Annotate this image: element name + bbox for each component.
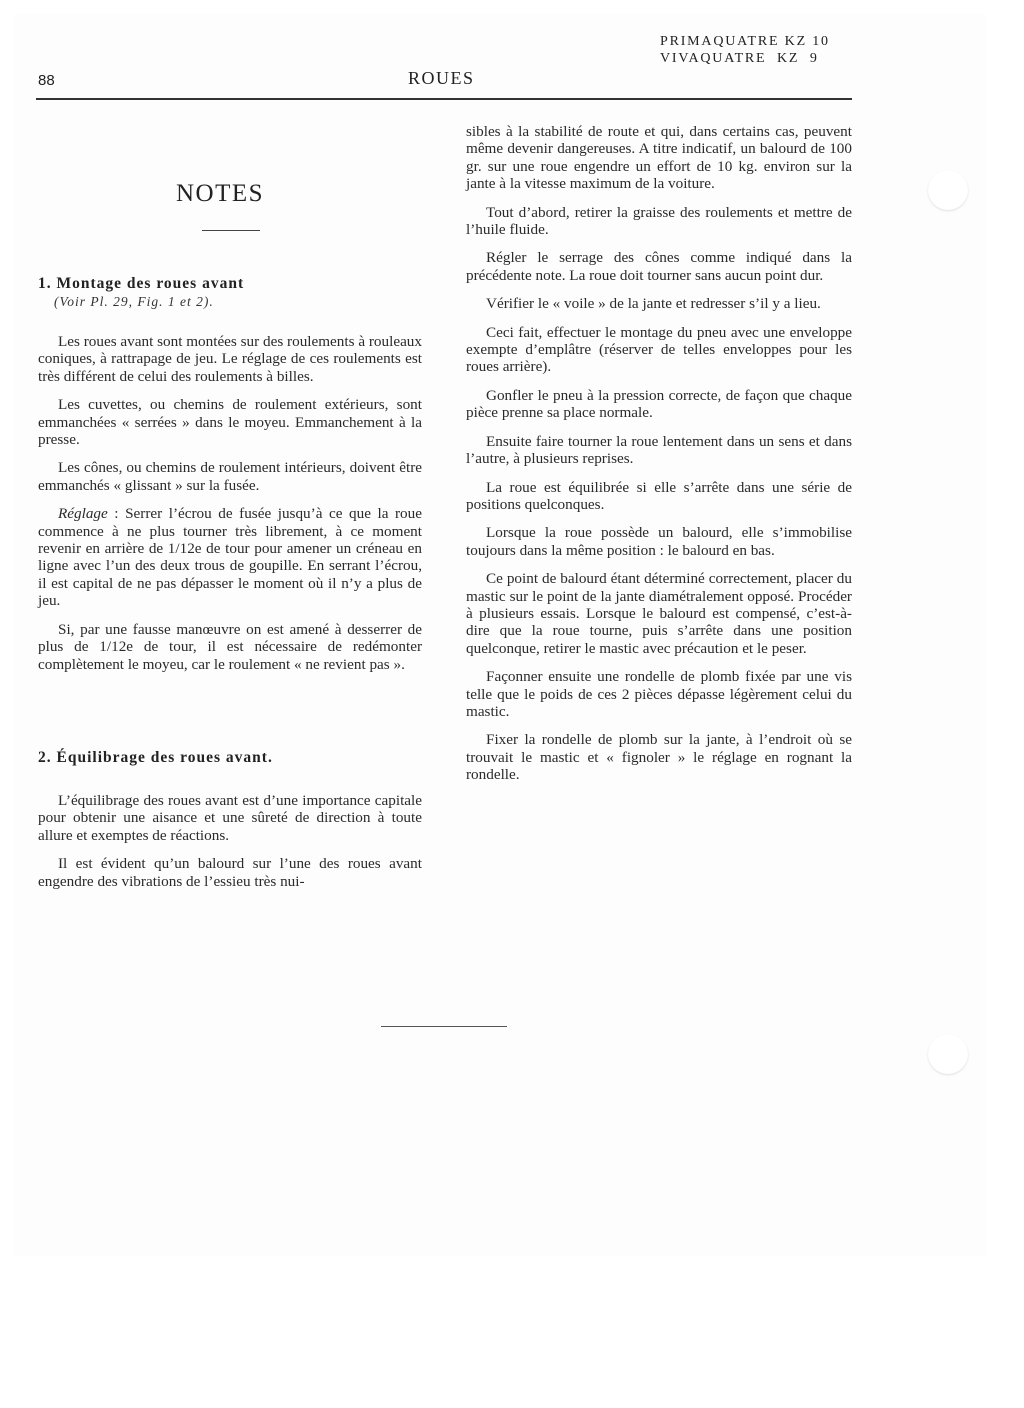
paragraph: Fixer la rondelle de plomb sur la jante, à l’endroit où se trouvait le mastic et « fignoler » le réglage en rognant la rondelle. xyxy=(466,731,852,784)
left-column-part2 xyxy=(38,792,422,890)
reglage-text: : Serrer l’écrou de fusée jusqu’à ce que la roue commence à ne plus tourner très librement, à ce moment revenir en arrière de 1/12e de tour pour amener un créneau en ligne avec l’un des deux trous de goupille. En serrant l’écrou, il est capital de ne pas dépasser le moment où il n’y a plus de jeu. xyxy=(38,505,422,610)
paragraph: Façonner ensuite une rondelle de plomb fixée par une vis telle que le poids de ces 2 pièces dépasse légèrement celui du mastic. xyxy=(466,668,852,720)
model-line-primaquatre: PRIMAQUATRE KZ 10 xyxy=(660,34,830,49)
paragraph: Tout d’abord, retirer la graisse des roulements et mettre de l’huile fluide. xyxy=(466,203,852,239)
paragraph: sibles à la stabilité de route et qui, dans certains cas, peuvent même devenir dangereuses. A titre indicatif, un balourd de 100 gr. sur une roue engendre un effort de 10 kg. environ sur la jante à la vitesse maximum de la voiture. xyxy=(466,123,852,193)
paragraph: Ceci fait, effectuer le montage du pneu avec une enveloppe exempte d’emplâtre (réserver de telles enveloppes pour les roues arrière). xyxy=(466,323,852,376)
notes-title: NOTES xyxy=(175,180,265,207)
paragraph: Si, par une fausse manœuvre on est amené à desserrer de plus de 1/12e de tour, il est nécessaire de redémonter complètement le moyeu, car le roulement « ne revient pas ». xyxy=(38,620,422,673)
paragraph: La roue est équilibrée si elle s’arrête dans une série de positions quelconques. xyxy=(466,478,852,513)
section-heading-montage: 1. Montage des roues avant xyxy=(38,275,245,292)
model-line-vivaquatre: VIVAQUATRE KZ 9 xyxy=(660,51,819,66)
paragraph: Lorsque la roue possède un balourd, elle s’immobilise toujours dans la même position : le balourd en bas. xyxy=(466,524,852,559)
end-divider xyxy=(381,1026,507,1027)
paragraph: Vérifier le « voile » de la jante et redresser s’il y a lieu. xyxy=(486,295,821,313)
paragraph: Gonfler le pneu à la pression correcte, de façon que chaque pièce prenne sa place normale. xyxy=(466,386,852,422)
right-column xyxy=(466,123,852,784)
paragraph: Ensuite faire tourner la roue lentement dans un sens et dans l’autre, à plusieurs reprises. xyxy=(466,432,852,468)
paragraph: Les cuvettes, ou chemins de roulement extérieurs, sont emmanchées « serrées » dans le moyeu. Emmanchement à la presse. xyxy=(38,396,422,449)
paragraph: Il est évident qu’un balourd sur l’une des roues avant engendre des vibrations de l’essieu très nui- xyxy=(38,855,422,890)
paragraph: Les roues avant sont montées sur des roulements à rouleaux coniques, à rattrapage de jeu. Le réglage de ces roulements est très différent de celui des roulements à billes. xyxy=(38,333,422,385)
punch-hole xyxy=(928,1034,968,1074)
paragraph: Ce point de balourd étant déterminé correctement, placer du mastic sur le point de la jante diamétralement opposé. Procéder à plusieurs essais. Lorsque le balourd est compensé, c’est-à-dire que la roue tourne, puis s’arrête dans une position quelconque, retirer le mastic avec précaution et le peser. xyxy=(466,570,852,657)
paragraph: Les cônes, ou chemins de roulement intérieurs, doivent être emmanchés « glissant » sur la fusée. xyxy=(38,459,422,494)
punch-hole xyxy=(928,170,968,210)
paragraph: Régler le serrage des cônes comme indiqué dans la précédente note. La roue doit tourner sans aucun point dur. xyxy=(466,249,852,284)
page-number: 88 xyxy=(38,72,55,89)
paragraph-reglage xyxy=(38,505,422,609)
section-heading-equilibrage: 2. Équilibrage des roues avant. xyxy=(38,749,273,766)
paragraph: L’équilibrage des roues avant est d’une importance capitale pour obtenir une aisance et une sûreté de direction à toute allure et exemptes de réactions. xyxy=(38,792,422,844)
reglage-label: Réglage xyxy=(58,505,108,523)
notes-divider xyxy=(202,230,260,231)
header-rule xyxy=(36,98,852,100)
plate-reference: (Voir Pl. 29, Fig. 1 et 2). xyxy=(54,294,214,309)
running-title: ROUES xyxy=(408,68,475,88)
left-column-part1 xyxy=(38,333,422,673)
